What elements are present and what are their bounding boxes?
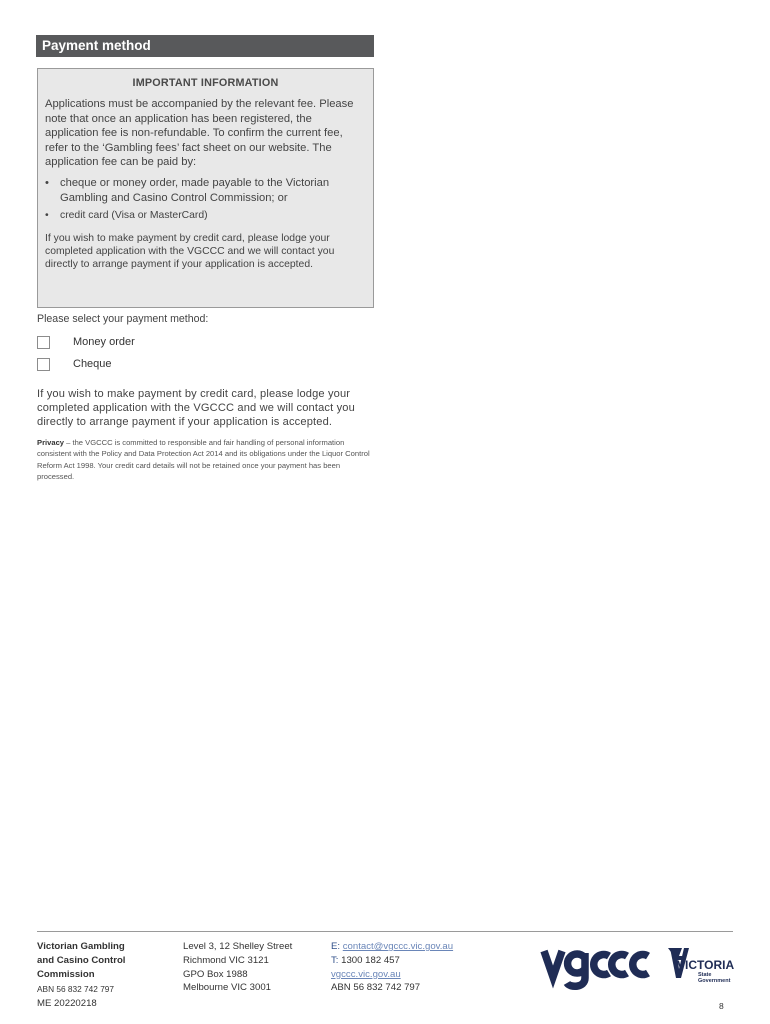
address-line: Level 3, 12 Shelley Street [183, 941, 293, 952]
email-label: E [331, 941, 338, 952]
document-reference: ME 20220218 [37, 998, 97, 1009]
org-abn: ABN 56 832 742 797 [37, 984, 115, 995]
page-number: 8 [719, 1001, 724, 1011]
privacy-heading: Privacy [37, 438, 65, 447]
privacy-statement [37, 437, 377, 482]
email-line: E: contact@vgccc.vic.gov.au [331, 941, 454, 952]
credit-card-note: If you wish to make payment by credit card, please lodge your completed application with the VGCCC and we will contact you directly to arrange payment if your application is accepted. [37, 388, 355, 428]
list-item [45, 209, 366, 224]
cheque-option[interactable] [37, 356, 112, 372]
list-item-text: cheque or money order, made payable to the Victorian Gambling and Casino Control Commission; or [60, 176, 330, 204]
vgccc-logo [540, 943, 656, 991]
info-box-credit-card-note: If you wish to make payment by credit card, please lodge your completed application with the VGCCC and we will contact you directly to arrange payment if your application is accepted. [45, 232, 335, 270]
victoria-state-government-logo [667, 945, 735, 983]
list-item [45, 176, 366, 205]
footer-divider [37, 931, 733, 932]
footer-organisation [37, 940, 125, 997]
org-name-line: Commission [37, 968, 95, 980]
bullet-icon: • [45, 210, 49, 222]
info-box-title: IMPORTANT INFORMATION [132, 77, 279, 89]
bullet-icon: • [45, 176, 49, 189]
address-line: GPO Box 1988 [183, 968, 248, 980]
victoria-sub-state: State [698, 972, 712, 978]
money-order-label: Money order [73, 336, 135, 348]
important-information-box [37, 68, 374, 308]
footer-contact [331, 940, 453, 995]
footer-address [183, 940, 292, 995]
money-order-option[interactable] [37, 334, 135, 350]
cheque-label: Cheque [73, 358, 112, 370]
victoria-sub-government: Government [698, 978, 731, 983]
org-name-line: and Casino Control [37, 954, 126, 966]
cheque-checkbox[interactable] [37, 358, 50, 371]
website-link[interactable]: vgccc.vic.gov.au [331, 968, 401, 980]
address-line: Melbourne VIC 3001 [183, 982, 271, 994]
money-order-checkbox[interactable] [37, 336, 50, 349]
email-link[interactable]: contact@vgccc.vic.gov.au [342, 941, 454, 952]
payment-options-list [45, 176, 366, 224]
phone-number: 1300 182 457 [341, 954, 400, 966]
victoria-wordmark: VICTORIA [677, 958, 735, 972]
phone-line: T: 1300 182 457 [331, 954, 400, 966]
section-title: Payment method [36, 35, 374, 57]
contact-abn: ABN 56 832 742 797 [331, 982, 421, 994]
org-name-line: Victorian Gambling [37, 941, 125, 952]
info-box-intro: Applications must be accompanied by the relevant fee. Please note that once an application has been registered, the application fee is non-refundable. To confirm the current fee, refer to the ‘Gambling fees’ fact sheet on our website. The application fee can be paid by: [45, 98, 354, 169]
phone-label: T [331, 954, 336, 966]
address-line: Richmond VIC 3121 [183, 954, 269, 966]
list-item-text: credit card (Visa or MasterCard) [60, 210, 208, 222]
privacy-text: – the VGCCC is committed to responsible and fair handling of personal information consistent with the Policy and Data Protection Act 2014 and its obligations under the Liquor Control Reform Act 1998. Your credit card details will not be retained once your payment has been processed. [37, 438, 370, 481]
payment-method-prompt: Please select your payment method: [37, 313, 209, 325]
